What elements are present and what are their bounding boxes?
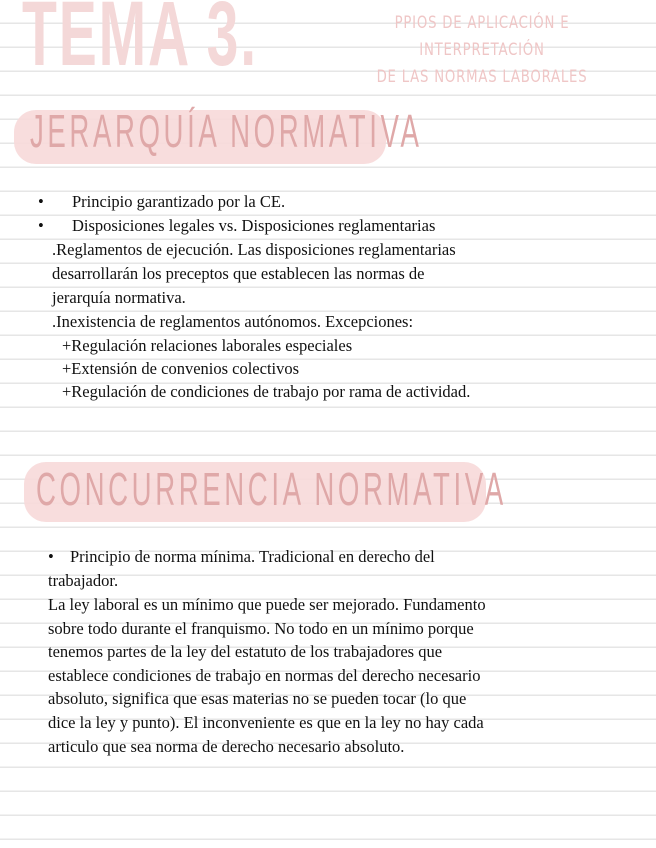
bullet-icon: • [38,216,44,235]
text-line: +Regulación de condiciones de trabajo por rama de actividad. [62,382,471,401]
page-title: TEMA 3. [22,0,258,85]
bullet-icon: • [48,547,54,566]
list-item: • Principio de norma mínima. Tradicional en derecho del [48,545,435,569]
text-line: sobre todo durante el franquismo. No todo en un mínimo porque [48,619,474,638]
text-line: jerarquía normativa. [52,288,186,307]
list-item: • Disposiciones legales vs. Disposiciones reglamentarias [38,214,435,238]
text-line: establece condiciones de trabajo en normas del derecho necesario [48,666,481,685]
subtitle-line-1: PPIOS DE APLICACIÓN E INTERPRETACIÓN [394,13,570,61]
page-subtitle [322,10,642,92]
text-line: tenemos partes de la ley del estatuto de los trabajadores que [48,642,443,661]
list-item: • Principio garantizado por la CE. [38,190,285,214]
section-heading-jerarquia: JERARQUÍA NORMATIVA [30,105,423,157]
text-line: articulo que sea norma de derecho necesario absoluto. [48,737,405,756]
section-heading-concurrencia: CONCURRENCIA NORMATIVA [36,463,507,515]
subtitle-line-2: DE LAS NORMAS LABORALES [376,67,588,88]
text-line: La ley laboral es un mínimo que puede ser mejorado. Fundamento [48,595,486,614]
text-line: +Regulación relaciones laborales especiales [62,336,353,355]
text-line: desarrollarán los preceptos que establecen las normas de [52,264,425,283]
text-line: .Reglamentos de ejecución. Las disposiciones reglamentarias [52,240,456,259]
text-line: +Extensión de convenios colectivos [62,359,300,378]
text-line: trabajador. [48,571,119,590]
text-line: .Inexistencia de reglamentos autónomos. Excepciones: [52,312,414,331]
bullet-icon: • [38,192,44,211]
text-line: dice la ley y punto). El inconveniente es que en la ley no hay cada [48,713,484,732]
text-line: absoluto, significa que esas materias no se pueden tocar (lo que [48,689,467,708]
